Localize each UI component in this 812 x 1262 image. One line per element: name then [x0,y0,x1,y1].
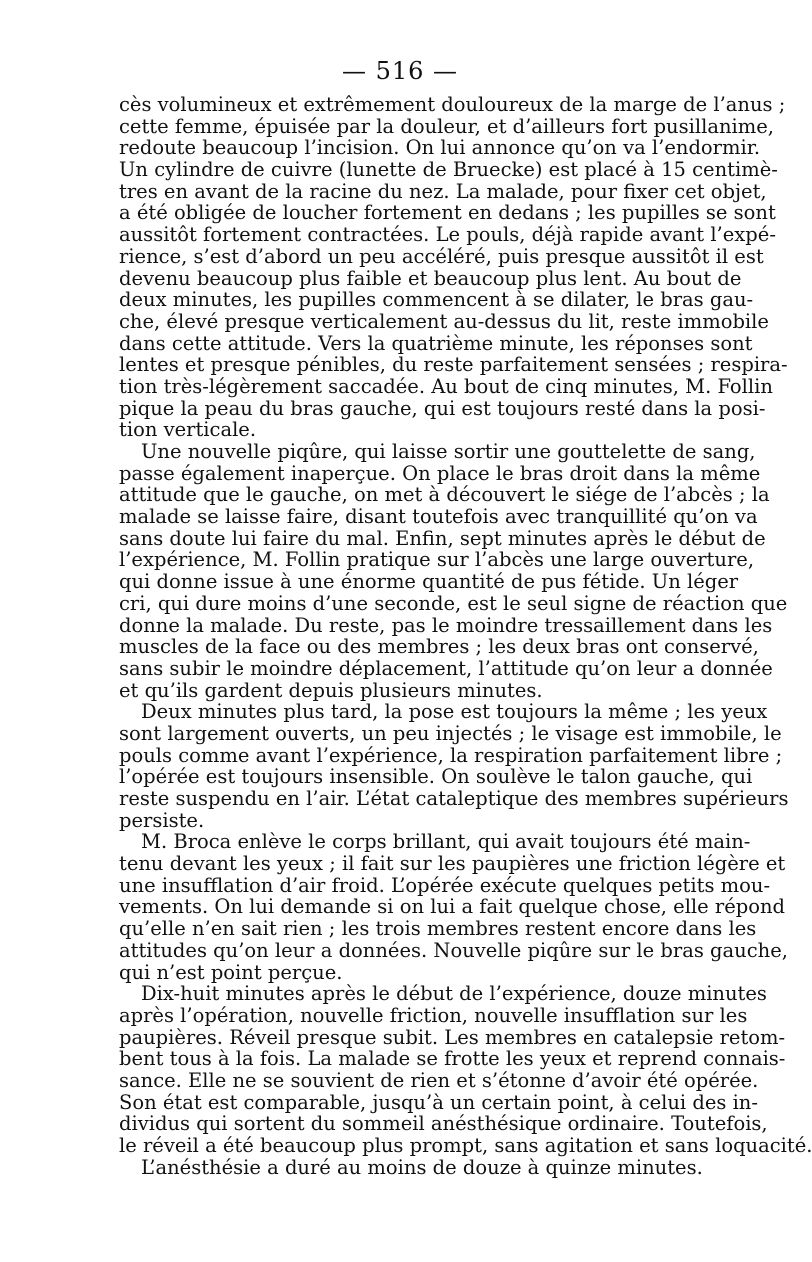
paragraph [119,93,788,442]
paragraph [119,830,788,984]
text-line: devenu beaucoup plus faible et beaucoup plus lent. Au bout de [119,266,742,290]
page-number: — 516 — [341,57,459,85]
text-line: Une nouvelle piqûre, qui laisse sortir une gouttelette de sang, [141,440,756,463]
text-line: qui donne issue à une énorme quantité de pus fétide. Un léger [119,570,739,594]
text-line: a été obligée de loucher fortement en dedans ; les pupilles se sont [119,201,776,225]
text-line: Un cylindre de cuivre (lunette de Bruecke) est placé à 15 centimè- [119,158,778,182]
text-line: Son état est comparable, jusqu’à un certain point, à celui des in- [119,1090,758,1114]
text-line: bent tous à la fois. La malade se frotte les yeux et reprend connais- [119,1047,786,1071]
text-line: aussitôt fortement contractées. Le pouls, déjà rapide avant l’expé- [119,223,776,247]
text-line: dans cette attitude. Vers la quatrième minute, les réponses sont [119,331,753,355]
text-line: et qu’ils gardent depuis plusieurs minutes. [119,678,543,702]
text-line: L’anésthésie a duré au moins de douze à quinze minutes. [141,1155,703,1179]
text-line: passe également inaperçue. On place le bras droit dans la même [119,461,761,485]
text-line: qui n’est point perçue. [119,960,343,984]
body-text [119,93,812,1179]
text-line: deux minutes, les pupilles commencent à se dilater, le bras gau- [119,288,754,312]
text-line: persiste. [119,808,205,832]
paragraph [119,700,789,832]
text-line: l’expérience, M. Follin pratique sur l’abcès une large ouverture, [119,548,755,572]
paragraph [119,982,812,1157]
text-line: vements. On lui demande si on lui a fait quelque chose, elle répond [119,895,786,919]
text-line: cette femme, épuisée par la douleur, et d’ailleurs fort pusillanime, [119,114,774,138]
text-line: pouls comme avant l’expérience, la respiration parfaitement libre ; [119,743,783,767]
paragraph [119,440,788,702]
text-line: sans doute lui faire du mal. Enfin, sept minutes après le début de [119,526,766,550]
text-line: sans subir le moindre déplacement, l’attitude qu’on leur a donnée [119,656,773,680]
text-line: cès volumineux et extrêmement douloureux de la marge de l’anus ; [119,93,786,116]
text-line: attitude que le gauche, on met à découvert le siége de l’abcès ; la [119,483,770,507]
text-line: dividus qui sortent du sommeil anésthésique ordinaire. Toutefois, [119,1112,768,1136]
text-line: cri, qui dure moins d’une seconde, est le seul signe de réaction que [119,591,788,615]
text-line: lentes et presque pénibles, du reste parfaitement sensées ; respira- [119,353,788,377]
text-line: attitudes qu’on leur a données. Nouvelle piqûre sur le bras gauche, [119,938,788,962]
text-line: redoute beaucoup l’incision. On lui annonce qu’on va l’endormir. [119,136,761,160]
text-line: reste suspendu en l’air. L’état cataleptique des membres supérieurs [119,787,789,810]
text-line: sont largement ouverts, un peu injectés ; le visage est immobile, le [119,721,782,745]
text-line: paupières. Réveil presque subit. Les membres en catalepsie retom- [119,1025,786,1049]
text-line: pique la peau du bras gauche, qui est toujours resté dans la posi- [119,396,766,420]
text-line: l’opérée est toujours insensible. On soulève le talon gauche, qui [119,765,753,789]
text-line: muscles de la face ou des membres ; les deux bras ont conservé, [119,635,759,659]
paragraph [119,1155,703,1179]
text-line: une insufflation d’air froid. L’opérée exécute quelques petits mou- [119,873,771,897]
text-line: tenu devant les yeux ; il fait sur les paupières une friction légère et [119,852,786,876]
text-line: rience, s’est d’abord un peu accéléré, puis presque aussitôt il est [119,244,764,268]
text-line: donne la malade. Du reste, pas le moindre tressaillement dans les [119,613,773,637]
text-line: malade se laisse faire, disant toutefois avec tranquillité qu’on va [119,505,758,529]
text-line: M. Broca enlève le corps brillant, qui avait toujours été main- [141,830,751,854]
text-line: le réveil a été beaucoup plus prompt, sans agitation et sans loquacité. [119,1134,812,1157]
text-line: après l’opération, nouvelle friction, nouvelle insufflation sur les [119,1003,748,1027]
text-line: Deux minutes plus tard, la pose est toujours la même ; les yeux [141,700,768,724]
text-line: che, élevé presque verticalement au-dessus du lit, reste immobile [119,309,769,333]
text-line: sance. Elle ne se souvient de rien et s’étonne d’avoir été opérée. [119,1068,759,1092]
text-line: qu’elle n’en sait rien ; les trois membres restent encore dans les [119,917,757,941]
text-line: tion très-légèrement saccadée. Au bout de cinq minutes, M. Follin [119,374,773,398]
text-line: tion verticale. [119,418,257,442]
text-line: Dix-huit minutes après le début de l’expérience, douze minutes [141,982,767,1006]
text-line: tres en avant de la racine du nez. La malade, pour fixer cet objet, [119,179,767,203]
